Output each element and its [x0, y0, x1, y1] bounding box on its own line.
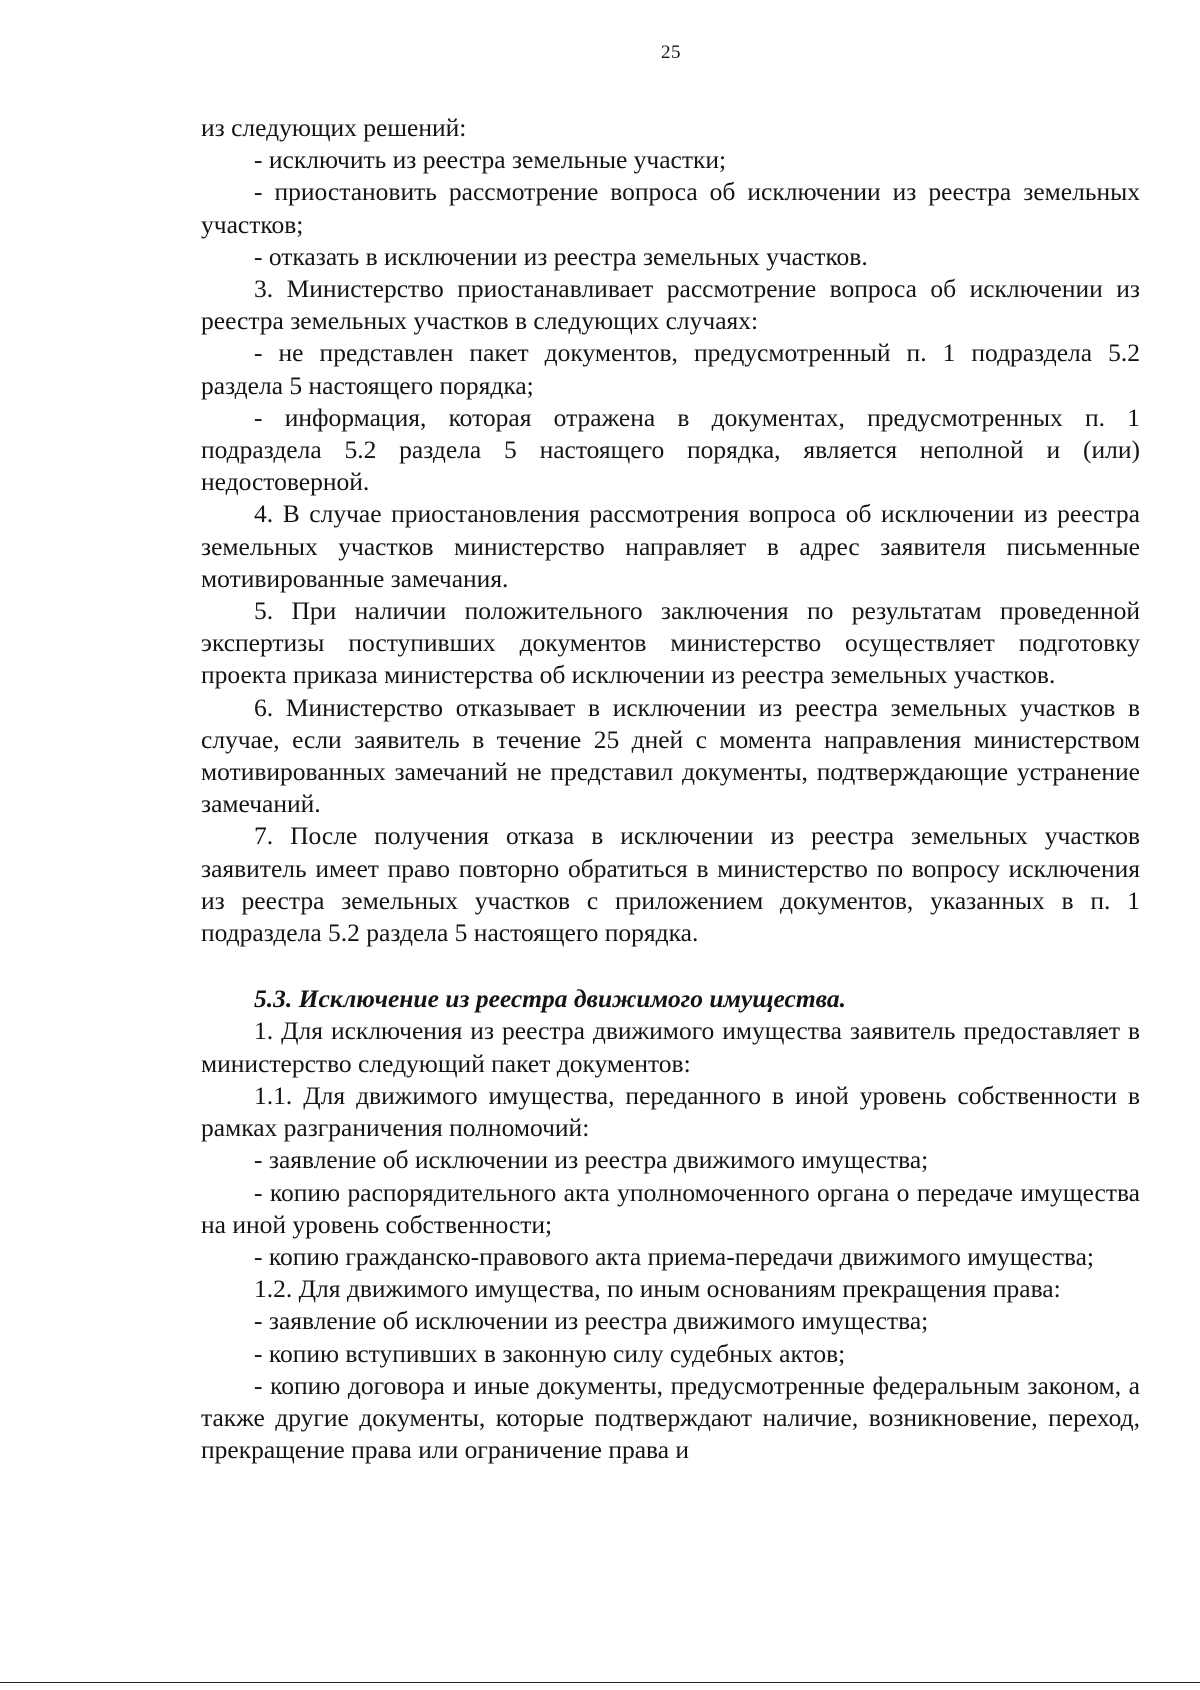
list-item: - копию вступивших в законную силу судебных актов; — [254, 1338, 846, 1368]
clause-6: 6. Министерство отказывает в исключении из реестра земельных участков в случае, если заявитель в течение 25 дней с момента направления министерством мотивированных замечаний не представил документы, подтверждающие устранение замечаний. — [201, 692, 1140, 819]
list-item: - исключить из реестра земельные участки; — [254, 145, 727, 175]
list-item: - отказать в исключении из реестра земельных участков. — [254, 241, 868, 271]
document-body — [201, 112, 1140, 1466]
clause-4: 4. В случае приостановления рассмотрения вопроса об исключении из реестра земельных участков министерство направляет в адрес заявителя письменные мотивированные замечания. — [201, 499, 1140, 593]
list-item: - копию распорядительного акта уполномоченного органа о передаче имущества на иной уровень собственности; — [201, 1177, 1140, 1239]
list-item: - копию гражданско-правового акта приема-передачи движимого имущества; — [254, 1241, 1094, 1271]
page-number: 25 — [661, 42, 681, 63]
list-item: - информация, которая отражена в документах, предусмотренных п. 1 подраздела 5.2 раздела 5 настоящего порядка, является неполной и (или) недостоверной. — [201, 402, 1140, 497]
list-item: - заявление об исключении из реестра движимого имущества; — [254, 1306, 929, 1336]
clause-1: 1. Для исключения из реестра движимого имущества заявитель предоставляет в министерство следующий пакет документов: — [201, 1016, 1140, 1078]
clause-5: 5. При наличии положительного заключения по результатам проведенной экспертизы поступивших документов министерство осуществляет подготовку проекта приказа министерства об исключении из реестра земельных участков. — [201, 596, 1140, 690]
clause-7: 7. После получения отказа в исключении из реестра земельных участков заявитель имеет право повторно обратиться в министерство по вопросу исключения из реестра земельных участков с приложением документов, указанных в п. 1 подраздела 5.2 раздела 5 настоящего порядка. — [201, 821, 1140, 948]
list-item: - не представлен пакет документов, предусмотренный п. 1 подраздела 5.2 раздела 5 настоящего порядка; — [201, 338, 1140, 400]
subclause-1-1: 1.1. Для движимого имущества, переданного в иной уровень собственности в рамках разграничения полномочий: — [201, 1080, 1140, 1143]
paragraph: из следующих решений: — [201, 113, 467, 142]
section-heading: 5.3. Исключение из реестра движимого имущества. — [254, 984, 847, 1014]
subclause-1-2: 1.2. Для движимого имущества, по иным основаниям прекращения права: — [254, 1274, 1061, 1304]
clause-3: 3. Министерство приостанавливает рассмотрение вопроса об исключении из реестра земельных участков в следующих случаях: — [201, 274, 1140, 336]
list-item: - заявление об исключении из реестра движимого имущества; — [254, 1145, 929, 1175]
bottom-rule — [0, 1682, 1200, 1683]
list-item: - копию договора и иные документы, предусмотренные федеральным законом, а также другие документы, которые подтверждают наличие, возникновение, переход, прекращение права или ограничение права и — [201, 1370, 1140, 1465]
list-item: - приостановить рассмотрение вопроса об исключении из реестра земельных участков; — [201, 177, 1140, 239]
